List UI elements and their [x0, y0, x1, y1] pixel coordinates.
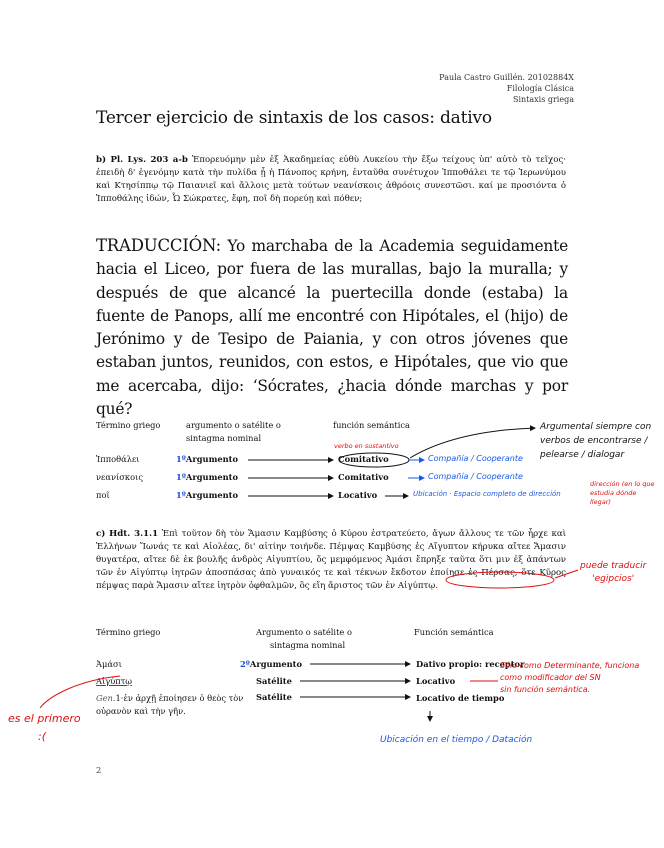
greek-line: Σώκρατες, ἔφη, ποῖ δὴ πορεύῃ καὶ πόθεν;	[183, 194, 363, 204]
greek-line: Ἐπορευόμην μὲν ἐξ Ἀκαδημείας εὐθὺ Λυκείου τὴν ἔξω τείχους ὑπ'	[192, 155, 493, 165]
table-b-col2-head-b: sintagma nominal	[186, 433, 262, 443]
table-row-term: ποῖ	[96, 490, 110, 500]
section-b-ref: b) Pl. Lys. 203 a-b	[96, 155, 188, 165]
table-row-term: Gen.1·ἐν ἀρχῇ ἐποίησεν ὁ θεὸς τὸν οὐρανὸν καὶ τὴν γῆν.	[96, 693, 244, 716]
greek-line: πέμψας παρὰ Ἄμασιν αἴτεε ἰητρὸν ὀφθαλμῶν, ὃς εἴη ἄριστος τῶν ἐν Αἰγύπτῳ.	[96, 581, 438, 591]
author-line: Paula Castro Guillén. 20102884X	[439, 73, 574, 82]
table-b-col1-head: Término griego	[96, 420, 161, 430]
page-title: Tercer ejercicio de sintaxis de los casos: dativo	[96, 108, 492, 128]
arg-type: Satélite	[256, 676, 292, 686]
table-c-col1-head: Término griego	[96, 627, 161, 637]
greek-line: ἰητρῶν ἀποσπάσας ἀπὸ γυναικός τε καὶ τέκνων ἔκδοτον ἐποίησε ἐς Πέρσας, ὅτε Κῦρος	[171, 568, 567, 578]
section-c-ref: c) Hdt. 3.1.1	[96, 529, 159, 539]
hand-note-right: Argumental siempre con verbos de encontrarse / pelearse / dialogar	[540, 422, 652, 460]
hand-note-bottom: Ubicación en el tiempo / Datación	[380, 735, 533, 745]
greek-line: Καμβύσης ἐς Αἴγυπτον κήρυκα αἴτεε Ἄμασιν θυγατέρα, αἴτεε δὲ ἐκ βουλῆς ἀνδρὸς	[96, 542, 567, 565]
translation-label: TRADUCCIÓN:	[96, 236, 221, 255]
hand-note: Ubicación · Espacio completo de dirección	[413, 490, 561, 498]
greek-line: συνέτυχον Ἱπποθάλει τε τῷ Ἱερωνύμου καὶ Κτησίππῳ τῷ Παιανιεῖ καὶ ἄλλοις μετὰ	[96, 168, 566, 191]
table-b-col3-head: función semántica	[333, 420, 410, 430]
semantic-function: Locativo	[416, 676, 456, 686]
hand-note-sn: Sólo como Determinante, funciona como modificador del SN sin función semántica.	[500, 661, 640, 694]
table-c-col2-head-b: sintagma nominal	[270, 640, 346, 650]
greek-line: ἄλλους τε τῶν ἦρχε καὶ Ἑλλήνων Ἴωνάς τε καὶ Αἰολέας, δι' αἰτίην τοιήνδε. Πέμψας	[96, 529, 566, 552]
semantic-function: Dativo propio: receptor	[416, 659, 525, 669]
greek-line: Αἰγυπτίου, ὅς μεμφόμενος Ἀμάσι ἔπρηξε ταῦτα ὅτι μιν ἐξ ἁπάντων τῶν ἐν Αἰγύπτῳ	[96, 555, 567, 578]
hand-note-verb: verbo en sustantivo	[334, 442, 399, 450]
semantic-function: Comitativo	[338, 472, 389, 482]
table-row-term: Ἀμάσι	[96, 659, 122, 669]
translation-text: Yo marchaba de la Academia seguidamente hacia el Liceo, por fuera de las murallas, bajo la muralla; y después de que alcancé la puertecilla donde (estaba) la fuente de Panops, allí me encontré con Hipótales, el (hijo) de Jerónimo y de Tesipo de Paiania, y con otros jóvenes que estaban juntos, reunidos, con estos, e Hipótales, que vio que me acercaba, dijo: ‘Sócrates, ¿hacia dónde marchas y por qué?	[96, 237, 568, 419]
arg-type: Argumento	[185, 454, 239, 464]
hand-note-side: puede traducir 'egipcios'	[580, 561, 647, 584]
semantic-function: Comitativo	[338, 454, 389, 464]
subject-line: Sintaxis griega	[512, 95, 574, 104]
arg-type: Satélite	[256, 692, 292, 702]
arg-type: Argumento	[249, 659, 303, 669]
arg-number: 2º	[240, 659, 250, 669]
table-b-col2-head-a: argumento o satélite o	[186, 420, 281, 430]
table-row-term: νεανίσκοις	[96, 472, 143, 482]
table-c-col3-head: Función semántica	[414, 627, 494, 637]
course-line: Filología Clásica	[506, 84, 574, 93]
hand-note-direction: dirección (en lo que estudia dónde llegar)	[590, 480, 655, 506]
greek-line: τούτων νεανίσκοις ἀθρόοις συνεστῶσι. καί με προσιόντα ὁ Ἱπποθάλης ἰδών, Ὦ	[96, 181, 567, 204]
arg-number: 1º	[176, 490, 186, 500]
arg-type: Argumento	[185, 472, 239, 482]
hand-note-left: es el primero :(	[8, 712, 81, 743]
semantic-function: Locativo de tiempo	[416, 693, 505, 703]
greek-line: Ἐπὶ τοῦτον δὴ τὸν Ἄμασιν Καμβύσης ὁ Κύρου ἐστρατεύετο, ἄγων	[161, 529, 456, 539]
page-number: 2	[96, 765, 102, 775]
greek-line: αὐτὸ τὸ τεῖχος· ἐπειδὴ δ' ἐγενόμην κατὰ τὴν πυλίδα ᾗ ἡ Πάνοπος κρήνη, ἐνταῦθα	[96, 155, 566, 178]
hand-note: Compañía / Cooperante	[428, 454, 523, 463]
arg-number: 1º	[176, 454, 186, 464]
table-c-col2-head-a: Argumento o satélite o	[256, 627, 352, 637]
semantic-function: Locativo	[338, 490, 378, 500]
arg-number: 1º	[176, 472, 186, 482]
hand-note: Compañía / Cooperante	[428, 472, 523, 481]
table-row-term: Αἰγύπτῳ	[96, 676, 133, 686]
arg-type: Argumento	[185, 490, 239, 500]
table-row-term: Ἱπποθάλει	[96, 454, 140, 464]
